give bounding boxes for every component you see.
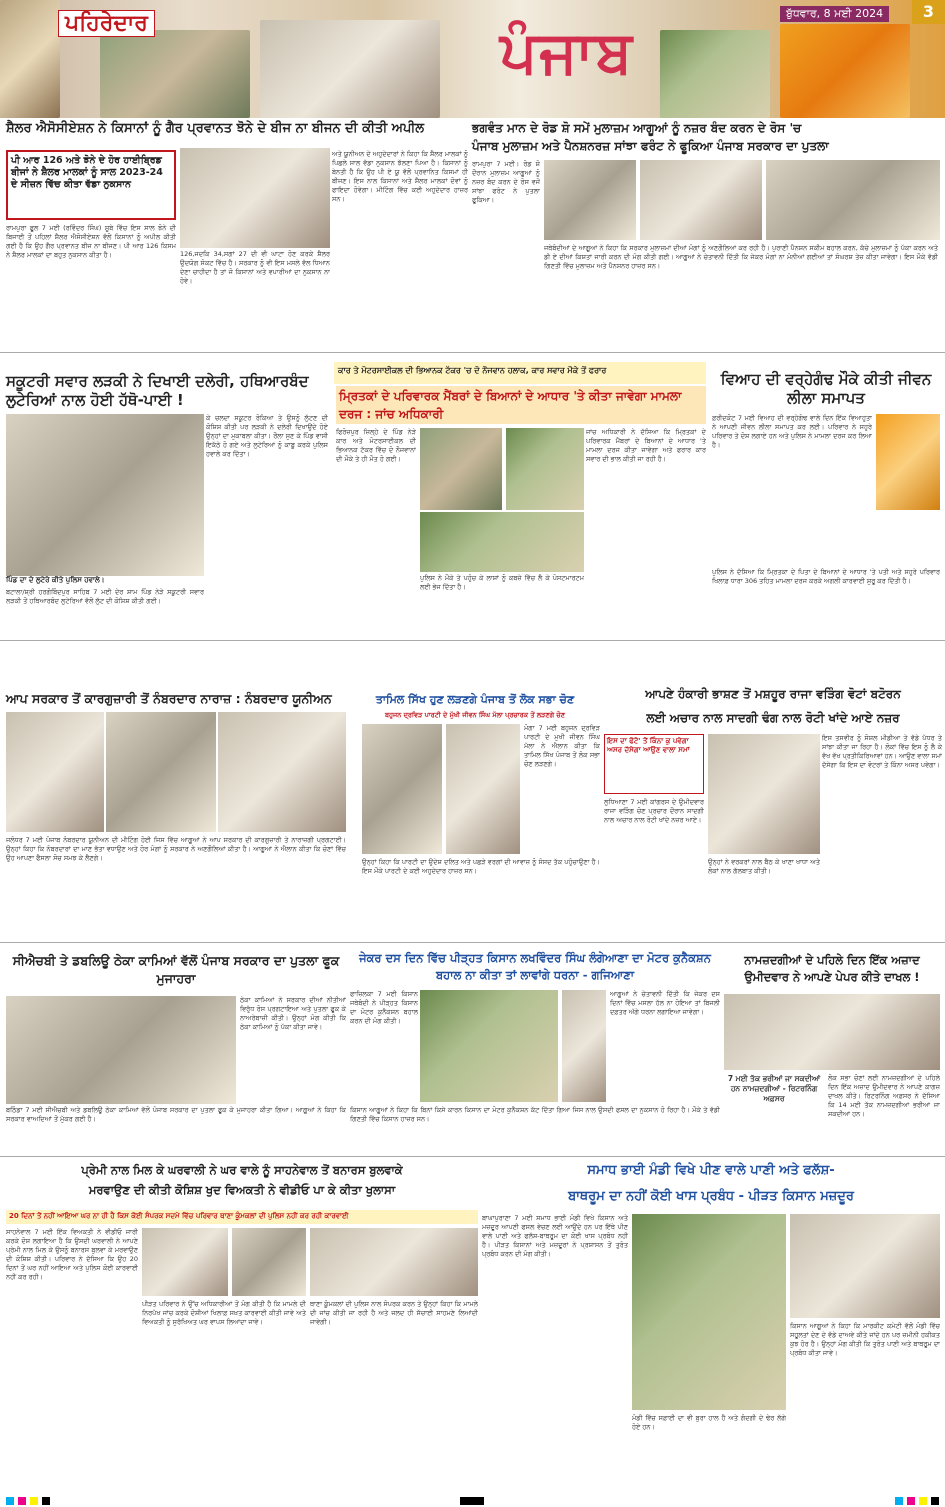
masthead: [0, 0, 945, 118]
scooty-photo: [6, 414, 204, 576]
samadh-body-text-3: ਕਿਸਾਨ ਆਗੂਆਂ ਨੇ ਕਿਹਾ ਕਿ ਮਾਰਕੀਟ ਕਮੇਟੀ ਵੱਲੋਂ ਮੰਡੀ ਵਿੱਚ ਸਹੂਲਤਾਂ ਦੇਣ ਦੇ ਵੱਡੇ ਦਾਅਵੇ ਕੀਤੇ ਜਾਂਦੇ ਹਨ ਪਰ ਜ਼ਮੀਨੀ ਹਕੀਕਤ ਕੁਝ ਹੋਰ ਹੈ। ਉਨ੍ਹਾਂ ਮੰਗ ਕੀਤੀ ਕਿ ਤੁਰੰਤ ਪਾਣੀ ਅਤੇ ਬਾਥਰੂਮ ਦਾ ਪ੍ਰਬੰਧ ਕੀਤਾ ਜਾਵੇ।: [790, 1322, 940, 1357]
section-name: ਪੰਜਾਬ: [500, 18, 635, 86]
numberdar-photo-3: [218, 712, 346, 832]
warring-body-text-2: ਇਸ ਤਸਵੀਰ ਨੂੰ ਸੋਸ਼ਲ ਮੀਡੀਆ ਤੇ ਵੱਡੇ ਪੱਧਰ ਤੇ ਸਾਂਝਾ ਕੀਤਾ ਜਾ ਰਿਹਾ ਹੈ। ਲੋਕਾਂ ਵਿੱਚ ਇਸ ਨੂੰ ਲੈ ਕੇ ਵੱਖ ਵੱਖ ਪ੍ਰਤੀਕਿਰਿਆਵਾਂ ਹਨ। ਆਉਣ ਵਾਲਾ ਸਮਾਂ ਦੱਸੇਗਾ ਕਿ ਇਸ ਦਾ ਵੋਟਰਾਂ ਤੇ ਕਿੰਨਾ ਅਸਰ ਪਵੇਗਾ।: [822, 734, 942, 769]
cmc-headline: ਸੀਐਚਬੀ ਤੇ ਡਬਲਿਊ ਠੇਕਾ ਕਾਮਿਆਂ ਵੱਲੋਂ ਪੰਜਾਬ ਸਰਕਾਰ ਦਾ ਪੁਤਲਾ ਫੂਕ ਮੁਜਾਹਰਾ: [12, 953, 340, 986]
color-mark-yellow: [919, 1497, 927, 1505]
sheller-headline: ਸ਼ੈਲਰ ਐਸੋਸੀਏਸ਼ਨ ਨੇ ਕਿਸਾਨਾਂ ਨੂੰ ਗੈਰ ਪ੍ਰਵਾਨਤ ਝੋਨੇ ਦੇ ਬੀਜ ਨਾ ਬੀਜਨ ਦੀ ਕੀਤੀ ਅਪੀਲ: [6, 121, 425, 136]
page-number: 3: [912, 0, 945, 24]
premi-body-text: ਸਾਹਨੇਵਾਲ 7 ਮਈ ਇੱਕ ਵਿਅਕਤੀ ਨੇ ਵੀਡੀਓ ਜਾਰੀ ਕਰਕੇ ਦੋਸ਼ ਲਗਾਇਆ ਹੈ ਕਿ ਉਸਦੀ ਘਰਵਾਲੀ ਨੇ ਆਪਣੇ ਪ੍ਰੇਮੀ ਨਾਲ ਮਿਲ ਕੇ ਉਸਨੂੰ ਬਨਾਰਸ ਬੁਲਵਾ ਕੇ ਮਰਵਾਉਣ ਦੀ ਕੋਸ਼ਿਸ਼ ਕੀਤੀ। ਪਰਿਵਾਰ ਨੇ ਦੱਸਿਆ ਕਿ ਉਹ 20 ਦਿਨਾਂ ਤੋਂ ਘਰ ਨਹੀਂ ਆਇਆ ਅਤੇ ਪੁਲਿਸ ਕੋਈ ਕਾਰਵਾਈ ਨਹੀਂ ਕਰ ਰਹੀ।: [6, 1228, 138, 1281]
numberdar-headline: ਆਪ ਸਰਕਾਰ ਤੋਂ ਕਾਰਗੁਜ਼ਾਰੀ ਤੋਂ ਨੰਬਰਦਾਰ ਨਾਰਾਜ਼ : ਨੰਬਰਦਾਰ ਯੂਨੀਅਨ: [6, 691, 332, 706]
wedding-headline: ਵਿਆਹ ਦੀ ਵਰ੍ਹੇਗੰਢ ਮੌਕੇ ਕੀਤੀ ਜੀਵਨ ਲੀਲਾ ਸਮਾਪਤ: [720, 370, 932, 407]
scooty-body-text: ਕੇ ਚਲਦਾ ਸਕੂਟਰ ਰੋਕਿਆ ਤੇ ਉਸਨੂੰ ਲੁੱਟਣ ਦੀ ਕੋਸ਼ਿਸ਼ ਕੀਤੀ ਪਰ ਲੜਕੀ ਨੇ ਦਲੇਰੀ ਦਿਖਾਉਂਦੇ ਹੋਏ ਉਨ੍ਹਾਂ ਦਾ ਮੁਕਾਬਲਾ ਕੀਤਾ। ਰੌਲਾ ਸੁਣ ਕੇ ਪਿੰਡ ਵਾਸੀ ਇਕੱਠੇ ਹੋ ਗਏ ਅਤੇ ਲੁਟੇਰਿਆਂ ਨੂੰ ਕਾਬੂ ਕਰਕੇ ਪੁਲਿਸ ਹਵਾਲੇ ਕਰ ਦਿੱਤਾ।: [206, 414, 328, 458]
samadh-headline-2: ਬਾਥਰੂਮ ਦਾ ਨਹੀਂ ਕੋਈ ਖਾਸ ਪ੍ਰਬੰਧ - ਪੀੜਤ ਕਿਸਾਨ ਮਜ਼ਦੂਰ: [568, 1189, 854, 1204]
divider: [0, 352, 945, 353]
sheller-body-text: ਅਤੇ ਯੂਨੀਅਨ ਦੇ ਅਹੁਦੇਦਾਰਾਂ ਨੇ ਕਿਹਾ ਕਿ ਸ਼ੈਲਰ ਮਾਲਕਾਂ ਨੂੰ ਪਿਛਲੇ ਸਾਲ ਵੱਡਾ ਨੁਕਸਾਨ ਝੱਲਣਾ ਪਿਆ ਹੈ। ਕਿਸਾਨਾਂ ਨੂੰ ਬੇਨਤੀ ਹੈ ਕਿ ਉਹ ਪੀ ਏ ਯੂ ਵੱਲੋਂ ਪ੍ਰਵਾਨਿਤ ਕਿਸਮਾਂ ਹੀ ਬੀਜਣ। ਇਸ ਨਾਲ ਕਿਸਾਨਾਂ ਅਤੇ ਸ਼ੈਲਰ ਮਾਲਕਾਂ ਦੋਵਾਂ ਨੂੰ ਫਾਇਦਾ ਹੋਵੇਗਾ। ਮੀਟਿੰਗ ਵਿੱਚ ਕਈ ਅਹੁਦੇਦਾਰ ਹਾਜ਼ਰ ਸਨ।: [332, 150, 468, 203]
bhagwant-headline-2: ਪੰਜਾਬ ਮੁਲਾਜ਼ਮ ਅਤੇ ਪੈਨਸ਼ਨਰਜ਼ ਸਾਂਝਾ ਫਰੰਟ ਨੇ ਫੂਕਿਆ ਪੰਜਾਬ ਸਰਕਾਰ ਦਾ ਪੁਤਲਾ: [472, 139, 829, 153]
farmer-headline: ਜੇਕਰ ਦਸ ਦਿਨ ਵਿੱਚ ਪੀੜ੍ਹਤ ਕਿਸਾਨ ਲਖਵਿੰਦਰ ਸਿੰਘ ਲੰਗੇਆਣਾ ਦਾ ਮੋਟਰ ਕੁਨੈਕਸ਼ਨ ਬਹਾਲ ਨਾ ਕੀਤਾ ਤਾਂ ਲਾਵਾਂਗੇ ਧਰਨਾ - ਗਜਿਆਣਾ: [359, 951, 711, 982]
farmer-body-text: ਫਾਜ਼ਿਲਕਾ 7 ਮਈ ਕਿਸਾਨ ਜਥੇਬੰਦੀ ਨੇ ਪੀੜ੍ਹਤ ਕਿਸਾਨ ਦਾ ਮੋਟਰ ਕੁਨੈਕਸ਼ਨ ਬਹਾਲ ਕਰਨ ਦੀ ਮੰਗ ਕੀਤੀ।: [350, 990, 418, 1025]
dal-photo-1: [362, 724, 442, 854]
premi-photo-2: [232, 1228, 306, 1296]
accident-wreck-photo: [420, 512, 584, 572]
warring-headline-2: ਲਈ ਅਚਾਰ ਨਾਲ ਸਾਦਗੀ ਢੰਗ ਨਾਲ ਰੋਟੀ ਖਾਂਦੇ ਆਏ ਨਜ਼ਰ: [646, 711, 900, 725]
wedding-body-text: ਫ਼ਰੀਦਕੋਟ 7 ਮਈ ਵਿਆਹ ਦੀ ਵਰ੍ਹੇਗੰਢ ਵਾਲੇ ਦਿਨ ਇੱਕ ਵਿਆਹੁਤਾ ਨੇ ਆਪਣੀ ਜੀਵਨ ਲੀਲਾ ਸਮਾਪਤ ਕਰ ਲਈ। ਪਰਿਵਾਰ ਨੇ ਸਹੁਰੇ ਪਰਿਵਾਰ ਤੇ ਦੋਸ਼ ਲਗਾਏ ਹਨ ਅਤੇ ਪੁਲਿਸ ਨੇ ਮਾਮਲਾ ਦਰਜ ਕਰ ਲਿਆ ਹੈ।: [712, 414, 872, 449]
bhagwant-headline-1: ਭਗਵੰਤ ਮਾਨ ਦੇ ਰੋਡ ਸ਼ੋ ਸਮੇਂ ਮੁਲਾਜ਼ਮ ਆਗੂਆਂ ਨੂੰ ਨਜ਼ਰ ਬੰਦ ਕਰਨ ਦੇ ਰੋਸ 'ਚ: [472, 121, 802, 135]
color-mark-black: [42, 1497, 50, 1505]
masthead-village-image: [260, 20, 440, 118]
bhagwant-protest-photo-1: [544, 160, 636, 240]
samadh-photo-1: [632, 1214, 786, 1410]
nomination-body-text: ਲੋਕ ਸਭਾ ਚੋਣਾਂ ਲਈ ਨਾਮਜ਼ਦਗੀਆਂ ਦੇ ਪਹਿਲੇ ਦਿਨ ਇੱਕ ਅਜ਼ਾਦ ਉਮੀਦਵਾਰ ਨੇ ਆਪਣੇ ਕਾਗਜ਼ ਦਾਖਲ ਕੀਤੇ। ਰਿਟਰਨਿੰਗ ਅਫ਼ਸਰ ਨੇ ਦੱਸਿਆ ਕਿ 14 ਮਈ ਤੱਕ ਨਾਮਜ਼ਦਗੀਆਂ ਭਰੀਆਂ ਜਾ ਸਕਦੀਆਂ ਹਨ।: [828, 1074, 940, 1118]
bhagwant-body-text-2: ਜਥੇਬੰਦੀਆਂ ਦੇ ਆਗੂਆਂ ਨੇ ਕਿਹਾ ਕਿ ਸਰਕਾਰ ਮੁਲਾਜ਼ਮਾਂ ਦੀਆਂ ਮੰਗਾਂ ਨੂੰ ਅਣਗੌਲਿਆਂ ਕਰ ਰਹੀ ਹੈ। ਪੁਰਾਣੀ ਪੈਨਸ਼ਨ ਸਕੀਮ ਬਹਾਲ ਕਰਨ, ਕੱਚੇ ਮੁਲਾਜ਼ਮਾਂ ਨੂੰ ਪੱਕਾ ਕਰਨ ਅਤੇ ਡੀ ਏ ਦੀਆਂ ਕਿਸ਼ਤਾਂ ਜਾਰੀ ਕਰਨ ਦੀ ਮੰਗ ਕੀਤੀ ਗਈ। ਆਗੂਆਂ ਨੇ ਚੇਤਾਵਨੀ ਦਿੱਤੀ ਕਿ ਜੇਕਰ ਮੰਗਾਂ ਨਾ ਮੰਨੀਆਂ ਗਈਆਂ ਤਾਂ ਸੰਘਰਸ਼ ਤੇਜ਼ ਕੀਤਾ ਜਾਵੇਗਾ। ਇਸ ਮੌਕੇ ਵੱਡੀ ਗਿਣਤੀ ਵਿੱਚ ਮੁਲਾਜ਼ਮ ਅਤੇ ਪੈਨਸ਼ਨਰ ਹਾਜ਼ਰ ਸਨ।: [544, 244, 938, 270]
premi-headline-1: ਪ੍ਰੇਮੀ ਨਾਲ ਮਿਲ ਕੇ ਘਰਵਾਲੀ ਨੇ ਘਰ ਵਾਲੇ ਨੂੰ ਸਾਹਨੇਵਾਲ ਤੋਂ ਬਨਾਰਸ ਬੁਲਵਾਕੇ: [81, 1163, 403, 1177]
numberdar-photo-1: [6, 712, 104, 832]
color-mark-cyan: [6, 1497, 14, 1505]
sheller-subhead: ਪੀ ਆਰ 126 ਅਤੇ ਝੋਨੇ ਦੇ ਹੋਰ ਹਾਈਬ੍ਰਿਡ ਬੀਜਾਂ ਨੇ ਸ਼ੈਲਰ ਮਾਲਕਾਂ ਨੂੰ ਸਾਲ 2023-24 ਦੇ ਸੀਜ਼ਨ ਵਿੱਚ ਕੀਤਾ ਵੱਡਾ ਨੁਕਸਾਨ: [11, 155, 163, 190]
warring-body-text-3: ਉਨ੍ਹਾਂ ਨੇ ਵਰਕਰਾਂ ਨਾਲ ਬੈਠ ਕੇ ਖਾਣਾ ਖਾਧਾ ਅਤੇ ਲੋਕਾਂ ਨਾਲ ਗੱਲਬਾਤ ਕੀਤੀ।: [708, 858, 820, 875]
color-mark-magenta: [907, 1497, 915, 1505]
accident-body-text-2: ਪੁਲਿਸ ਨੇ ਮੌਕੇ ਤੇ ਪਹੁੰਚ ਕੇ ਲਾਸ਼ਾਂ ਨੂੰ ਕਬਜ਼ੇ ਵਿੱਚ ਲੈ ਕੇ ਪੋਸਟਮਾਰਟਮ ਲਈ ਭੇਜ ਦਿੱਤਾ ਹੈ।: [420, 574, 584, 591]
premi-body-text-3: ਥਾਣਾ ਕੂੰਮਕਲਾਂ ਦੀ ਪੁਲਿਸ ਨਾਲ ਸੰਪਰਕ ਕਰਨ ਤੇ ਉਨ੍ਹਾਂ ਕਿਹਾ ਕਿ ਮਾਮਲੇ ਦੀ ਜਾਂਚ ਕੀਤੀ ਜਾ ਰਹੀ ਹੈ ਅਤੇ ਜਲਦ ਹੀ ਸੱਚਾਈ ਸਾਹਮਣੇ ਲਿਆਂਦੀ ਜਾਵੇਗੀ।: [310, 1300, 478, 1326]
dateline: ਬੁੱਧਵਾਰ, 8 ਮਈ 2024: [780, 6, 889, 22]
dal-photo-2: [446, 724, 520, 854]
bhagwant-protest-photo-3: [766, 160, 940, 240]
sheller-subhead-box: [6, 150, 176, 220]
sheller-body-text-2: ਰਾਮਪੁਰਾ ਫੂਲ 7 ਮਈ (ਰਵਿੰਦਰ ਸਿੰਘ) ਸੂਬੇ ਵਿੱਚ ਇਸ ਸਾਲ ਝੋਨੇ ਦੀ ਬਿਜਾਈ ਤੋਂ ਪਹਿਲਾਂ ਸ਼ੈਲਰ ਐਸੋਸੀਏਸ਼ਨ ਵੱਲੋਂ ਕਿਸਾਨਾਂ ਨੂੰ ਅਪੀਲ ਕੀਤੀ ਗਈ ਹੈ ਕਿ ਉਹ ਗੈਰ ਪ੍ਰਵਾਨਤ ਬੀਜ ਨਾ ਬੀਜਣ। ਪੀ ਆਰ 126 ਕਿਸਮ ਨੇ ਸ਼ੈਲਰ ਮਾਲਕਾਂ ਦਾ ਬਹੁਤ ਨੁਕਸਾਨ ਕੀਤਾ ਹੈ।: [6, 224, 176, 259]
cmc-protest-photo: [6, 996, 236, 1104]
samadh-body-text: ਬਾਘਾਪੁਰਾਣਾ 7 ਮਈ ਸਮਾਧ ਭਾਈ ਮੰਡੀ ਵਿਖੇ ਕਿਸਾਨ ਅਤੇ ਮਜ਼ਦੂਰ ਆਪਣੀ ਫਸਲ ਵੇਚਣ ਲਈ ਆਉਂਦੇ ਹਨ ਪਰ ਇੱਥੇ ਪੀਣ ਵਾਲੇ ਪਾਣੀ ਅਤੇ ਫਲੱਸ਼-ਬਾਥਰੂਮ ਦਾ ਕੋਈ ਖਾਸ ਪ੍ਰਬੰਧ ਨਹੀਂ ਹੈ। ਪੀੜਤ ਕਿਸਾਨਾਂ ਅਤੇ ਮਜ਼ਦੂਰਾਂ ਨੇ ਪ੍ਰਸ਼ਾਸਨ ਤੋਂ ਤੁਰੰਤ ਪ੍ਰਬੰਧ ਕਰਨ ਦੀ ਮੰਗ ਕੀਤੀ।: [482, 1214, 628, 1258]
divider: [0, 1156, 945, 1157]
color-mark-center: [460, 1497, 484, 1505]
masthead-art-image: [100, 30, 250, 118]
farmer-photo-2: [562, 990, 606, 1102]
accident-kicker: ਕਾਰ ਤੇ ਮੋਟਰਸਾਈਕਲ ਦੀ ਭਿਆਨਕ ਟੱਕਰ 'ਚ ਦੋ ਨੌਜਵਾਨ ਹਲਾਕ, ਕਾਰ ਸਵਾਰ ਮੌਕੇ ਤੋਂ ਫਰਾਰ: [334, 362, 706, 384]
nomination-headline: ਨਾਮਜ਼ਦਗੀਆਂ ਦੇ ਪਹਿਲੇ ਦਿਨ ਇੱਕ ਅਜ਼ਾਦ ਉਮੀਦਵਾਰ ਨੇ ਆਪਣੇ ਪੇਪਰ ਕੀਤੇ ਦਾਖਲ !: [744, 953, 920, 984]
bhagwant-body-text: ਰਾਮਪੁਰਾ 7 ਮਈ। ਰੋਡ ਸ਼ੋ ਦੌਰਾਨ ਮੁਲਾਜ਼ਮ ਆਗੂਆਂ ਨੂੰ ਨਜ਼ਰ ਬੰਦ ਕਰਨ ਦੇ ਰੋਸ ਵਜੋਂ ਸਾਂਝਾ ਫਰੰਟ ਨੇ ਪੁਤਲਾ ਫੂਕਿਆ।: [472, 160, 540, 204]
warring-quote: ਇਸ ਦਾ ਫੋਟੋ' ਤੋਂ ਕਿੰਨਾ ਕੁ ਪਵੇਗਾ ਅਸਰ ਦੱਸੇਗਾ ਆਉਣ ਵਾਲਾ ਸਮਾਂ: [607, 737, 690, 754]
scooty-body-text-2: ਬਟਾਲਾ/ਸ਼੍ਰੀ ਹਰਗੋਬਿੰਦਪੁਰ ਸਾਹਿਬ 7 ਮਈ ਦੇਰ ਸ਼ਾਮ ਪਿੰਡ ਨੇੜੇ ਸਕੂਟਰੀ ਸਵਾਰ ਲੜਕੀ ਤੋਂ ਹਥਿਆਰਬੰਦ ਲੁਟੇਰਿਆਂ ਵੱਲੋਂ ਲੁੱਟ ਦੀ ਕੋਸ਼ਿਸ਼ ਕੀਤੀ ਗਈ।: [6, 588, 204, 605]
wedding-body-text-2: ਪੁਲਿਸ ਨੇ ਦੱਸਿਆ ਕਿ ਮ੍ਰਿਤਕਾ ਦੇ ਪਿਤਾ ਦੇ ਬਿਆਨਾਂ ਦੇ ਆਧਾਰ 'ਤੇ ਪਤੀ ਅਤੇ ਸਹੁਰੇ ਪਰਿਵਾਰ ਖਿਲਾਫ਼ ਧਾਰਾ 306 ਤਹਿਤ ਮਾਮਲਾ ਦਰਜ ਕਰਕੇ ਅਗਲੀ ਕਾਰਵਾਈ ਸ਼ੁਰੂ ਕਰ ਦਿੱਤੀ ਹੈ।: [712, 568, 940, 585]
dal-body-text-2: ਉਨ੍ਹਾਂ ਕਿਹਾ ਕਿ ਪਾਰਟੀ ਦਾ ਉਦੇਸ਼ ਦਲਿਤ ਅਤੇ ਪਛੜੇ ਵਰਗਾਂ ਦੀ ਆਵਾਜ਼ ਨੂੰ ਸੰਸਦ ਤੱਕ ਪਹੁੰਚਾਉਣਾ ਹੈ। ਇਸ ਮੌਕੇ ਪਾਰਟੀ ਦੇ ਕਈ ਅਹੁਦੇਦਾਰ ਹਾਜ਼ਰ ਸਨ।: [362, 858, 600, 875]
paper-name: ਪਹਿਰੇਦਾਰ: [58, 10, 155, 37]
premi-headline-2: ਮਰਵਾਉਣ ਦੀ ਕੀਤੀ ਕੋਸ਼ਿਸ਼ ਖੁਦ ਵਿਅਕਤੀ ਨੇ ਵੀਡੀਓ ਪਾ ਕੇ ਕੀਤਾ ਖੁਲਾਸਾ: [88, 1183, 396, 1197]
warring-quote-box: [604, 734, 704, 794]
numberdar-photo-2: [106, 712, 216, 832]
cmc-body-text: ਠੇਕਾ ਕਾਮਿਆਂ ਨੇ ਸਰਕਾਰ ਦੀਆਂ ਨੀਤੀਆਂ ਵਿਰੁੱਧ ਰੋਸ ਪ੍ਰਗਟਾਇਆ ਅਤੇ ਪੁਤਲਾ ਫੂਕ ਕੇ ਨਾਅਰੇਬਾਜ਼ੀ ਕੀਤੀ। ਉਨ੍ਹਾਂ ਮੰਗ ਕੀਤੀ ਕਿ ਠੇਕਾ ਕਾਮਿਆਂ ਨੂੰ ਪੱਕਾ ਕੀਤਾ ਜਾਵੇ।: [240, 996, 346, 1031]
masthead-tractor-image: [660, 30, 770, 118]
samadh-headline-1: ਸਮਾਧ ਭਾਈ ਮੰਡੀ ਵਿਖੇ ਪੀਣ ਵਾਲੇ ਪਾਣੀ ਅਤੇ ਫਲੱਸ਼-: [587, 1163, 835, 1178]
premi-photo-3: [310, 1228, 478, 1296]
dal-headline: ਤਾਮਿਲ ਸਿੱਖ ਹੁਣ ਲੜਣਗੇ ਪੰਜਾਬ ਤੋਂ ਲੋਕ ਸਭਾ ਚੋਣ: [375, 693, 575, 706]
warring-headline-1: ਆਪਣੇ ਹੰਕਾਰੀ ਭਾਸ਼ਣ ਤੋਂ ਮਸ਼ਹੂਰ ਰਾਜਾ ਵੜਿੰਗ ਵੋਟਾਂ ਬਟੋਰਨ: [645, 687, 901, 701]
accident-victim-photo-2: [506, 428, 584, 510]
accident-body-text-3: ਜਾਂਚ ਅਧਿਕਾਰੀ ਨੇ ਦੱਸਿਆ ਕਿ ਮ੍ਰਿਤਕਾਂ ਦੇ ਪਰਿਵਾਰਕ ਮੈਂਬਰਾਂ ਦੇ ਬਿਆਨਾਂ ਦੇ ਆਧਾਰ 'ਤੇ ਮਾਮਲਾ ਦਰਜ ਕੀਤਾ ਜਾਵੇਗਾ ਅਤੇ ਫਰਾਰ ਕਾਰ ਸਵਾਰ ਦੀ ਭਾਲ ਕੀਤੀ ਜਾ ਰਹੀ ਹੈ।: [586, 428, 706, 463]
masthead-children-image: [780, 24, 910, 118]
color-mark-magenta: [18, 1497, 26, 1505]
samadh-body-text-2: ਮੰਡੀ ਵਿੱਚ ਸਫ਼ਾਈ ਦਾ ਵੀ ਬੁਰਾ ਹਾਲ ਹੈ ਅਤੇ ਗੰਦਗੀ ਦੇ ਢੇਰ ਲੱਗੇ ਹੋਏ ਹਨ।: [632, 1414, 786, 1431]
cmc-body-text-2: ਬਠਿੰਡਾ 7 ਮਈ ਸੀਐਚਬੀ ਅਤੇ ਡਬਲਿਊ ਠੇਕਾ ਕਾਮਿਆਂ ਵੱਲੋਂ ਪੰਜਾਬ ਸਰਕਾਰ ਦਾ ਪੁਤਲਾ ਫੂਕ ਕੇ ਮੁਜਾਹਰਾ ਕੀਤਾ ਗਿਆ। ਆਗੂਆਂ ਨੇ ਕਿਹਾ ਕਿ ਸਰਕਾਰ ਵਾਅਦਿਆਂ ਤੋਂ ਮੁੱਕਰ ਗਈ ਹੈ।: [6, 1106, 346, 1123]
wedding-portrait-photo: [876, 414, 940, 510]
masthead-temple-image: [0, 0, 60, 118]
sheller-body-text-3: 126,ਜਦਕਿ 34,ਸਗਾਂ 27 ਦੀ ਵੀ ਘਾਟਾ ਹੋਣ ਕਰਕੇ ਸ਼ੈਲਰ ਉਦਯੋਗ ਸੰਕਟ ਵਿੱਚ ਹੈ। ਸਰਕਾਰ ਨੂੰ ਵੀ ਇਸ ਮਸਲੇ ਵੱਲ ਧਿਆਨ ਦੇਣਾ ਚਾਹੀਦਾ ਹੈ ਤਾਂ ਜੋ ਕਿਸਾਨਾਂ ਅਤੇ ਵਪਾਰੀਆਂ ਦਾ ਨੁਕਸਾਨ ਨਾ ਹੋਵੇ।: [180, 250, 330, 285]
nomination-photo: [724, 994, 940, 1070]
dal-subhead: ਬਹੁਜਨ ਦ੍ਰਵਿੜ ਪਾਰਟੀ ਦੇ ਮੁੱਖੀ ਜੀਵਨ ਸਿੰਘ ਮੱਲਾ ਪ੍ਰਚਾਰਕ ਤੋਂ ਲੜਣਗੇ ਚੋਣ: [384, 711, 566, 719]
divider: [0, 640, 945, 641]
premi-strip: 20 ਦਿਨਾਂ ਤੋਂ ਨਹੀਂ ਆਇਆ ਘਰ ਨਾ ਹੀ ਹੈ ਕਿਸ ਕੋਈ ਸੰਪਰਕ ਸਦਮੇ ਵਿੱਚ ਪਰਿਵਾਰ ਥਾਣਾ ਕੂੰਮਕਲਾਂ ਦੀ ਪੁਲਿਸ ਨਹੀਂ ਕਰ ਰਹੀ ਕਾਰਵਾਈ: [6, 1210, 478, 1224]
color-mark-cyan: [895, 1497, 903, 1505]
numberdar-body-text: ਜਲੰਧਰ 7 ਮਈ ਪੰਜਾਬ ਨੰਬਰਦਾਰ ਯੂਨੀਅਨ ਦੀ ਮੀਟਿੰਗ ਹੋਈ ਜਿਸ ਵਿੱਚ ਆਗੂਆਂ ਨੇ ਆਪ ਸਰਕਾਰ ਦੀ ਕਾਰਗੁਜ਼ਾਰੀ ਤੇ ਨਾਰਾਜ਼ਗੀ ਪ੍ਰਗਟਾਈ। ਉਨ੍ਹਾਂ ਕਿਹਾ ਕਿ ਨੰਬਰਦਾਰਾਂ ਦਾ ਮਾਣ ਭੱਤਾ ਵਧਾਉਣ ਅਤੇ ਹੋਰ ਮੰਗਾਂ ਨੂੰ ਸਰਕਾਰ ਨੇ ਅਣਗੌਲਿਆਂ ਕੀਤਾ ਹੈ। ਆਗੂਆਂ ਨੇ ਐਲਾਨ ਕੀਤਾ ਕਿ ਚੋਣਾਂ ਵਿੱਚ ਉਹ ਆਪਣਾ ਫੈਸਲਾ ਸੋਚ ਸਮਝ ਕੇ ਲੈਣਗੇ।: [6, 836, 346, 862]
farmer-photo-1: [420, 990, 558, 1102]
premi-body-text-2: ਪੀੜਤ ਪਰਿਵਾਰ ਨੇ ਉੱਚ ਅਧਿਕਾਰੀਆਂ ਤੋਂ ਮੰਗ ਕੀਤੀ ਹੈ ਕਿ ਮਾਮਲੇ ਦੀ ਨਿਰਪੱਖ ਜਾਂਚ ਕਰਕੇ ਦੋਸ਼ੀਆਂ ਖਿਲਾਫ਼ ਸਖ਼ਤ ਕਾਰਵਾਈ ਕੀਤੀ ਜਾਵੇ ਅਤੇ ਵਿਅਕਤੀ ਨੂੰ ਸੁਰੱਖਿਅਤ ਘਰ ਵਾਪਸ ਲਿਆਂਦਾ ਜਾਵੇ।: [142, 1300, 306, 1326]
bhagwant-protest-photo-2: [640, 160, 762, 240]
dal-body-text: ਮੋਗਾ 7 ਮਈ ਬਹੁਜਨ ਦ੍ਰਵਿੜ ਪਾਰਟੀ ਦੇ ਮੁਖੀ ਜੀਵਨ ਸਿੰਘ ਮੱਲਾ ਨੇ ਐਲਾਨ ਕੀਤਾ ਕਿ ਤਾਮਿਲ ਸਿੱਖ ਪੰਜਾਬ ਤੋਂ ਲੋਕ ਸਭਾ ਚੋਣ ਲੜਣਗੇ।: [524, 724, 600, 768]
farmer-body-text-3: ਕਿਸਾਨ ਆਗੂਆਂ ਨੇ ਕਿਹਾ ਕਿ ਬਿਨਾਂ ਕਿਸੇ ਕਾਰਨ ਕਿਸਾਨ ਦਾ ਮੋਟਰ ਕੁਨੈਕਸ਼ਨ ਕੱਟ ਦਿੱਤਾ ਗਿਆ ਜਿਸ ਨਾਲ ਉਸਦੀ ਫਸਲ ਦਾ ਨੁਕਸਾਨ ਹੋ ਰਿਹਾ ਹੈ। ਮੌਕੇ ਤੇ ਵੱਡੀ ਗਿਣਤੀ ਵਿੱਚ ਕਿਸਾਨ ਹਾਜ਼ਰ ਸਨ।: [350, 1106, 720, 1123]
sheller-meeting-photo: [180, 148, 330, 248]
color-mark-black: [931, 1497, 939, 1505]
warring-photo: [708, 734, 820, 854]
nomination-caption: 7 ਮਈ ਤੱਕ ਭਰੀਆਂ ਜਾ ਸਕਦੀਆਂ ਹਨ ਨਾਮਜ਼ਦਗੀਆਂ - ਰਿਟਰਨਿੰਗ ਅਫ਼ਸਰ: [727, 1074, 821, 1103]
color-mark-yellow: [30, 1497, 38, 1505]
scooty-caption: ਪਿੰਡ ਦਾ ਦੇ ਲੁਟੇਰੇ ਕੀਤੇ ਪੁਲਿਸ ਹਵਾਲੇ।: [6, 576, 204, 585]
samadh-photo-2: [790, 1214, 940, 1318]
scooty-headline: ਸਕੂਟਰੀ ਸਵਾਰ ਲੜਕੀ ਨੇ ਦਿਖਾਈ ਦਲੇਰੀ, ਹਥਿਆਰਬੰਦ ਲੁਟੇਰਿਆਂ ਨਾਲ ਹੋਈ ਹੱਥੋ-ਪਾਈ !: [6, 372, 309, 409]
accident-headline: ਮ੍ਰਿਤਕਾਂ ਦੇ ਪਰਿਵਾਰਕ ਮੈਂਬਰਾਂ ਦੇ ਬਿਆਨਾਂ ਦੇ ਆਧਾਰ 'ਤੇ ਕੀਤਾ ਜਾਵੇਗਾ ਮਾਮਲਾ ਦਰਜ : ਜਾਂਚ ਅਧਿਕਾਰੀ: [336, 386, 706, 424]
divider: [0, 942, 945, 943]
warring-body-text: ਲੁਧਿਆਣਾ 7 ਮਈ ਕਾਂਗਰਸ ਦੇ ਉਮੀਦਵਾਰ ਰਾਜਾ ਵੜਿੰਗ ਚੋਣ ਪ੍ਰਚਾਰ ਦੌਰਾਨ ਸਾਦਗੀ ਨਾਲ ਅਚਾਰ ਨਾਲ ਰੋਟੀ ਖਾਂਦੇ ਨਜ਼ਰ ਆਏ।: [604, 798, 704, 824]
accident-victim-photo-1: [420, 428, 502, 510]
accident-body-text: ਫਿਰੋਜ਼ਪੁਰ ਜ਼ਿਲ੍ਹੇ ਦੇ ਪਿੰਡ ਨੇੜੇ ਕਾਰ ਅਤੇ ਮੋਟਰਸਾਈਕਲ ਦੀ ਭਿਆਨਕ ਟੱਕਰ ਵਿੱਚ ਦੋ ਨੌਜਵਾਨਾਂ ਦੀ ਮੌਕੇ ਤੇ ਹੀ ਮੌਤ ਹੋ ਗਈ।: [336, 428, 416, 463]
premi-photo-1: [142, 1228, 228, 1296]
farmer-body-text-2: ਆਗੂਆਂ ਨੇ ਚੇਤਾਵਨੀ ਦਿੱਤੀ ਕਿ ਜੇਕਰ ਦਸ ਦਿਨਾਂ ਵਿੱਚ ਮਸਲਾ ਹੱਲ ਨਾ ਹੋਇਆ ਤਾਂ ਬਿਜਲੀ ਦਫ਼ਤਰ ਅੱਗੇ ਧਰਨਾ ਲਗਾਇਆ ਜਾਵੇਗਾ।: [610, 990, 720, 1016]
